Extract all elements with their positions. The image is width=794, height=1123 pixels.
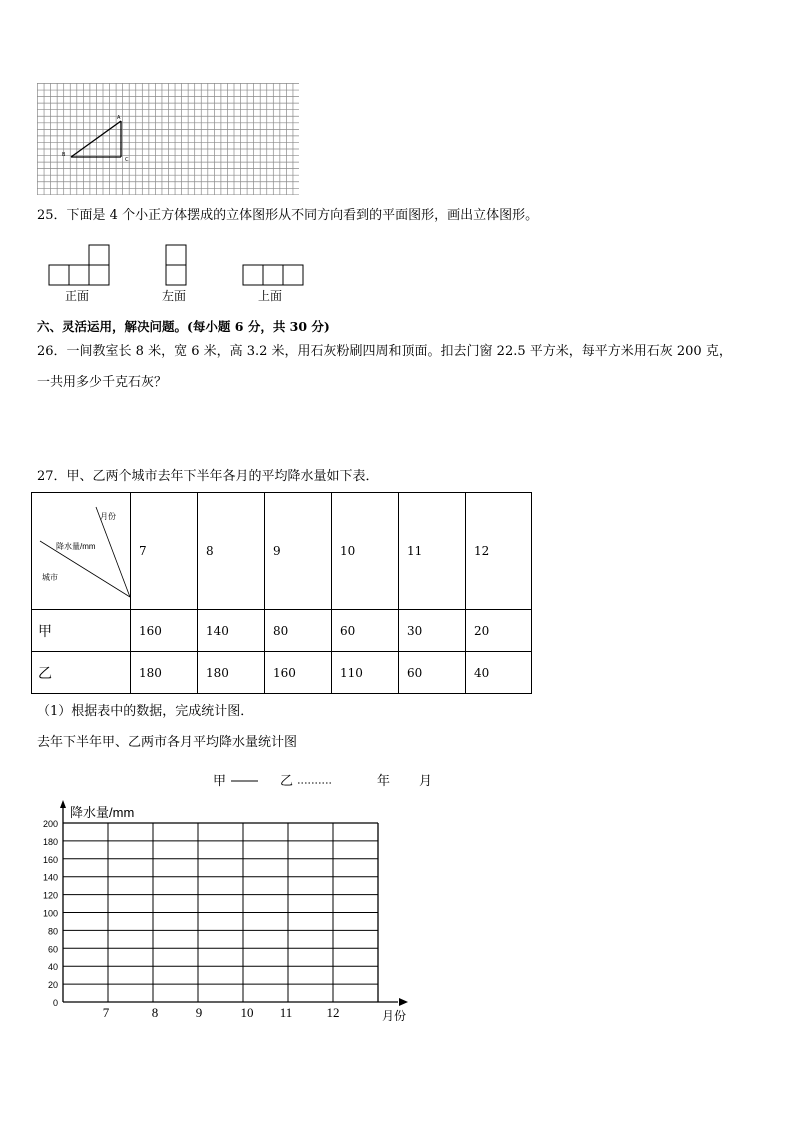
view-front-label: 正面 xyxy=(65,289,90,303)
legend-yi-label: 乙 xyxy=(280,773,294,788)
grid-figure xyxy=(37,83,299,195)
x-axis-arrow xyxy=(399,998,408,1006)
y-tick-label: 120 xyxy=(42,890,58,901)
point-label-b: B xyxy=(62,152,66,158)
y-tick-label: 20 xyxy=(47,980,58,991)
month-cell: 9 xyxy=(265,493,332,610)
x-tick-label: 9 xyxy=(195,1005,203,1020)
value-cell: 180 xyxy=(198,652,265,694)
table-header-diagonal-cell xyxy=(32,493,131,610)
point-label-c: C xyxy=(125,157,129,163)
value-cell: 140 xyxy=(198,610,265,652)
y-axis-label: 降水量/mm xyxy=(70,805,135,820)
y-tick-label: 160 xyxy=(42,854,58,865)
x-axis-label: 月份 xyxy=(382,1009,407,1023)
legend-jia-label: 甲 xyxy=(213,773,227,788)
x-tick-label: 11 xyxy=(279,1005,293,1020)
legend-month-label: 月 xyxy=(419,773,433,788)
y-tick-label: 100 xyxy=(42,908,58,919)
month-cell: 10 xyxy=(332,493,399,610)
question-27-text: 27．甲、乙两个城市去年下半年各月的平均降水量如下表． xyxy=(37,469,379,484)
header-city-label: 城市 xyxy=(42,573,58,582)
month-cell: 11 xyxy=(399,493,466,610)
value-cell: 60 xyxy=(332,610,399,652)
view-top xyxy=(242,264,304,286)
month-cell: 12 xyxy=(466,493,532,610)
view-left xyxy=(165,244,187,286)
rainfall-table xyxy=(31,492,532,694)
value-cell: 30 xyxy=(399,610,466,652)
month-cell: 8 xyxy=(198,493,265,610)
value-cell: 80 xyxy=(265,610,332,652)
value-cell: 60 xyxy=(399,652,466,694)
month-cell: 7 xyxy=(131,493,198,610)
y-tick-label: 200 xyxy=(42,819,58,829)
question-26-line2: 一共用多少千克石灰？ xyxy=(37,375,168,390)
value-cell: 180 xyxy=(131,652,198,694)
y-tick-label: 60 xyxy=(47,944,58,955)
view-front xyxy=(48,244,110,286)
x-tick-label: 12 xyxy=(326,1005,340,1020)
question-25-text: 25．下面是 4 个小正方体摆成的立体图形从不同方向看到的平面图形，画出立体图形。 xyxy=(37,208,539,223)
value-cell: 110 xyxy=(332,652,399,694)
y-tick-label: 140 xyxy=(42,872,58,883)
chart-caption: 去年下半年甲、乙两市各月平均降水量统计图 xyxy=(37,734,298,749)
value-cell: 20 xyxy=(466,610,532,652)
view-left-label: 左面 xyxy=(162,289,187,303)
y-tick-label: 0 xyxy=(52,998,58,1008)
question-26-line1: 26．一间教室长 8 米，宽 6 米，高 3.2 米，用石灰粉刷四周和顶面。扣去门窗 22.5 平方米，每平方米用石灰 200 克， xyxy=(37,344,732,359)
y-tick-label: 40 xyxy=(47,962,58,973)
value-cell: 160 xyxy=(131,610,198,652)
header-rain-label: 降水量/mm xyxy=(56,542,96,551)
y-tick-label: 180 xyxy=(42,836,58,847)
value-cell: 40 xyxy=(466,652,532,694)
table-row-jia xyxy=(32,610,532,652)
legend-year-label: 年 xyxy=(377,773,391,788)
question-27-sub1: （1）根据表中的数据，完成统计图． xyxy=(37,704,254,719)
x-tick-label: 8 xyxy=(151,1005,159,1020)
section-6-title: 六、灵活运用，解决问题。(每小题 6 分，共 30 分) xyxy=(37,319,330,334)
city-cell: 乙 xyxy=(32,652,131,694)
city-cell: 甲 xyxy=(32,610,131,652)
x-tick-label: 10 xyxy=(240,1005,254,1020)
rainfall-chart xyxy=(0,760,460,1040)
header-month-label: 月份 xyxy=(100,512,116,521)
x-tick-label: 7 xyxy=(102,1005,110,1020)
table-row-yi xyxy=(32,652,532,694)
triangle-side-ab xyxy=(71,121,121,157)
value-cell: 160 xyxy=(265,652,332,694)
point-label-a: A xyxy=(117,115,121,121)
view-top-label: 上面 xyxy=(258,289,283,303)
y-tick-label: 80 xyxy=(47,926,58,937)
